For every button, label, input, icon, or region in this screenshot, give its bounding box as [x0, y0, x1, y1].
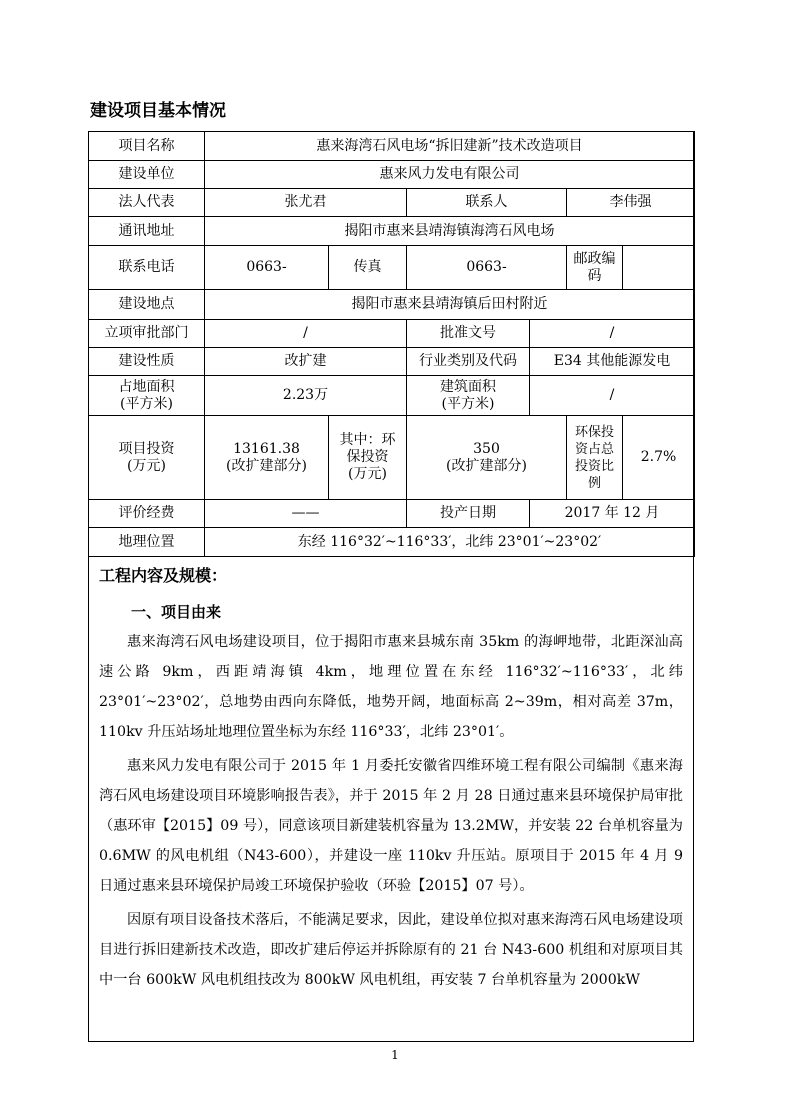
table-row [89, 500, 695, 528]
table-row [89, 348, 695, 376]
table-row [89, 132, 695, 161]
label-nature: 建设性质 [89, 348, 205, 376]
value-phone: 0663- [205, 246, 329, 290]
label-fax: 传真 [329, 246, 407, 290]
value-construction-unit: 惠来风力发电有限公司 [205, 161, 695, 189]
label-building-area: 建筑面积 (平方米) [407, 376, 530, 416]
table-row [89, 290, 695, 320]
table-row [89, 376, 695, 416]
value-building-area: / [530, 376, 695, 416]
value-project-name: 惠来海湾石风电场“拆旧建新”技术改造项目 [205, 132, 695, 161]
page-title: 建设项目基本情况 [90, 101, 226, 121]
value-land-area: 2.23万 [205, 376, 407, 416]
table-row [89, 189, 695, 217]
value-nature: 改扩建 [205, 348, 407, 376]
label-project-name: 项目名称 [89, 132, 205, 161]
paragraph: 惠来风力发电有限公司于 2015 年 1 月委托安徽省四维环境工程有限公司编制《惠来海湾石风电场建设项目环境影响报告表》，并于 2015 年 2 月 28 日通过惠来县环境保护局审批（惠环审【2015】09 号），同意该项目新建装机容量为 13.2MW，并安装 22 台单机容量为 0.6MW 的风电机组（N43-600），并建设一座 110kv 升压站。原项目于 2015 年 4 月 9 日通过惠来县环境保护局竣工环境保护验收（环验【2015】07 号）。 [99, 758, 683, 894]
paragraph: 因原有项目设备技术落后，不能满足要求，因此，建设单位拟对惠来海湾石风电场建设项目进行拆旧建新技术改造，即改扩建后停运并拆除原有的 21 台 N43-600 机组和对原项目其中一台 600kW 风电机组技改为 800kW 风电机组，再安装 7 台单机容量为 2000kW [99, 912, 683, 988]
value-eval-fee: —— [205, 500, 407, 528]
label-construction-unit: 建设单位 [89, 161, 205, 189]
label-contact: 联系人 [407, 189, 567, 217]
label-address: 通讯地址 [89, 217, 205, 246]
value-env-ratio: 2.7% [623, 416, 695, 500]
value-location: 揭阳市惠来县靖海镇后田村附近 [205, 290, 695, 320]
basic-info-table [88, 131, 695, 557]
value-env-investment: 350 (改扩建部分) [407, 416, 567, 500]
label-env-ratio: 环保投 资占总 投资比 例 [567, 416, 623, 500]
project-info-sheet [88, 131, 694, 1042]
value-address: 揭阳市惠来县靖海镇海湾石风电场 [205, 217, 695, 246]
table-row [89, 246, 695, 290]
value-operation-date: 2017 年 12 月 [530, 500, 695, 528]
table-row [89, 217, 695, 246]
project-content-section [89, 565, 693, 995]
label-approval-no: 批准文号 [407, 320, 530, 348]
label-land-area: 占地面积 (平方米) [89, 376, 205, 416]
table-row [89, 320, 695, 348]
value-approval-no: / [530, 320, 695, 348]
value-fax: 0663- [407, 246, 567, 290]
table-row [89, 161, 695, 189]
page-number: 1 [391, 1048, 399, 1062]
value-industry: E34 其他能源发电 [530, 348, 695, 376]
label-industry: 行业类别及代码 [407, 348, 530, 376]
label-operation-date: 投产日期 [407, 500, 530, 528]
value-approval-dept: / [205, 320, 407, 348]
table-row [89, 528, 695, 557]
label-legal-rep: 法人代表 [89, 189, 205, 217]
value-geo-position: 东经 116°32′~116°33′，北纬 23°01′~23°02′ [205, 528, 695, 557]
value-postcode [623, 246, 695, 290]
section-title: 工程内容及规模： [99, 566, 228, 585]
table-row [89, 416, 695, 500]
value-legal-rep: 张尤君 [205, 189, 407, 217]
label-approval-dept: 立项审批部门 [89, 320, 205, 348]
subsection-title: 一、项目由来 [131, 603, 222, 621]
label-investment: 项目投资 (万元) [89, 416, 205, 500]
label-postcode: 邮政编码 [567, 246, 623, 290]
label-eval-fee: 评价经费 [89, 500, 205, 528]
label-geo-position: 地理位置 [89, 528, 205, 557]
paragraph: 惠来海湾石风电场建设项目，位于揭阳市惠来县城东南 35km 的海岬地带，北距深汕高速公路 9km，西距靖海镇 4km，地理位置在东经 116°32′~116°33′，北纬 23°01′~23°02′，总地势由西向东降低，地势开阔，地面标高 2~39m，相对高差 37m，110kv 升压站场址地理位置坐标为东经 116°33′，北纬 23°01′。 [99, 634, 683, 740]
label-phone: 联系电话 [89, 246, 205, 290]
label-location: 建设地点 [89, 290, 205, 320]
value-contact: 李伟强 [567, 189, 695, 217]
value-investment: 13161.38 (改扩建部分) [205, 416, 329, 500]
label-env-investment: 其中：环 保投资 (万元) [329, 416, 407, 500]
